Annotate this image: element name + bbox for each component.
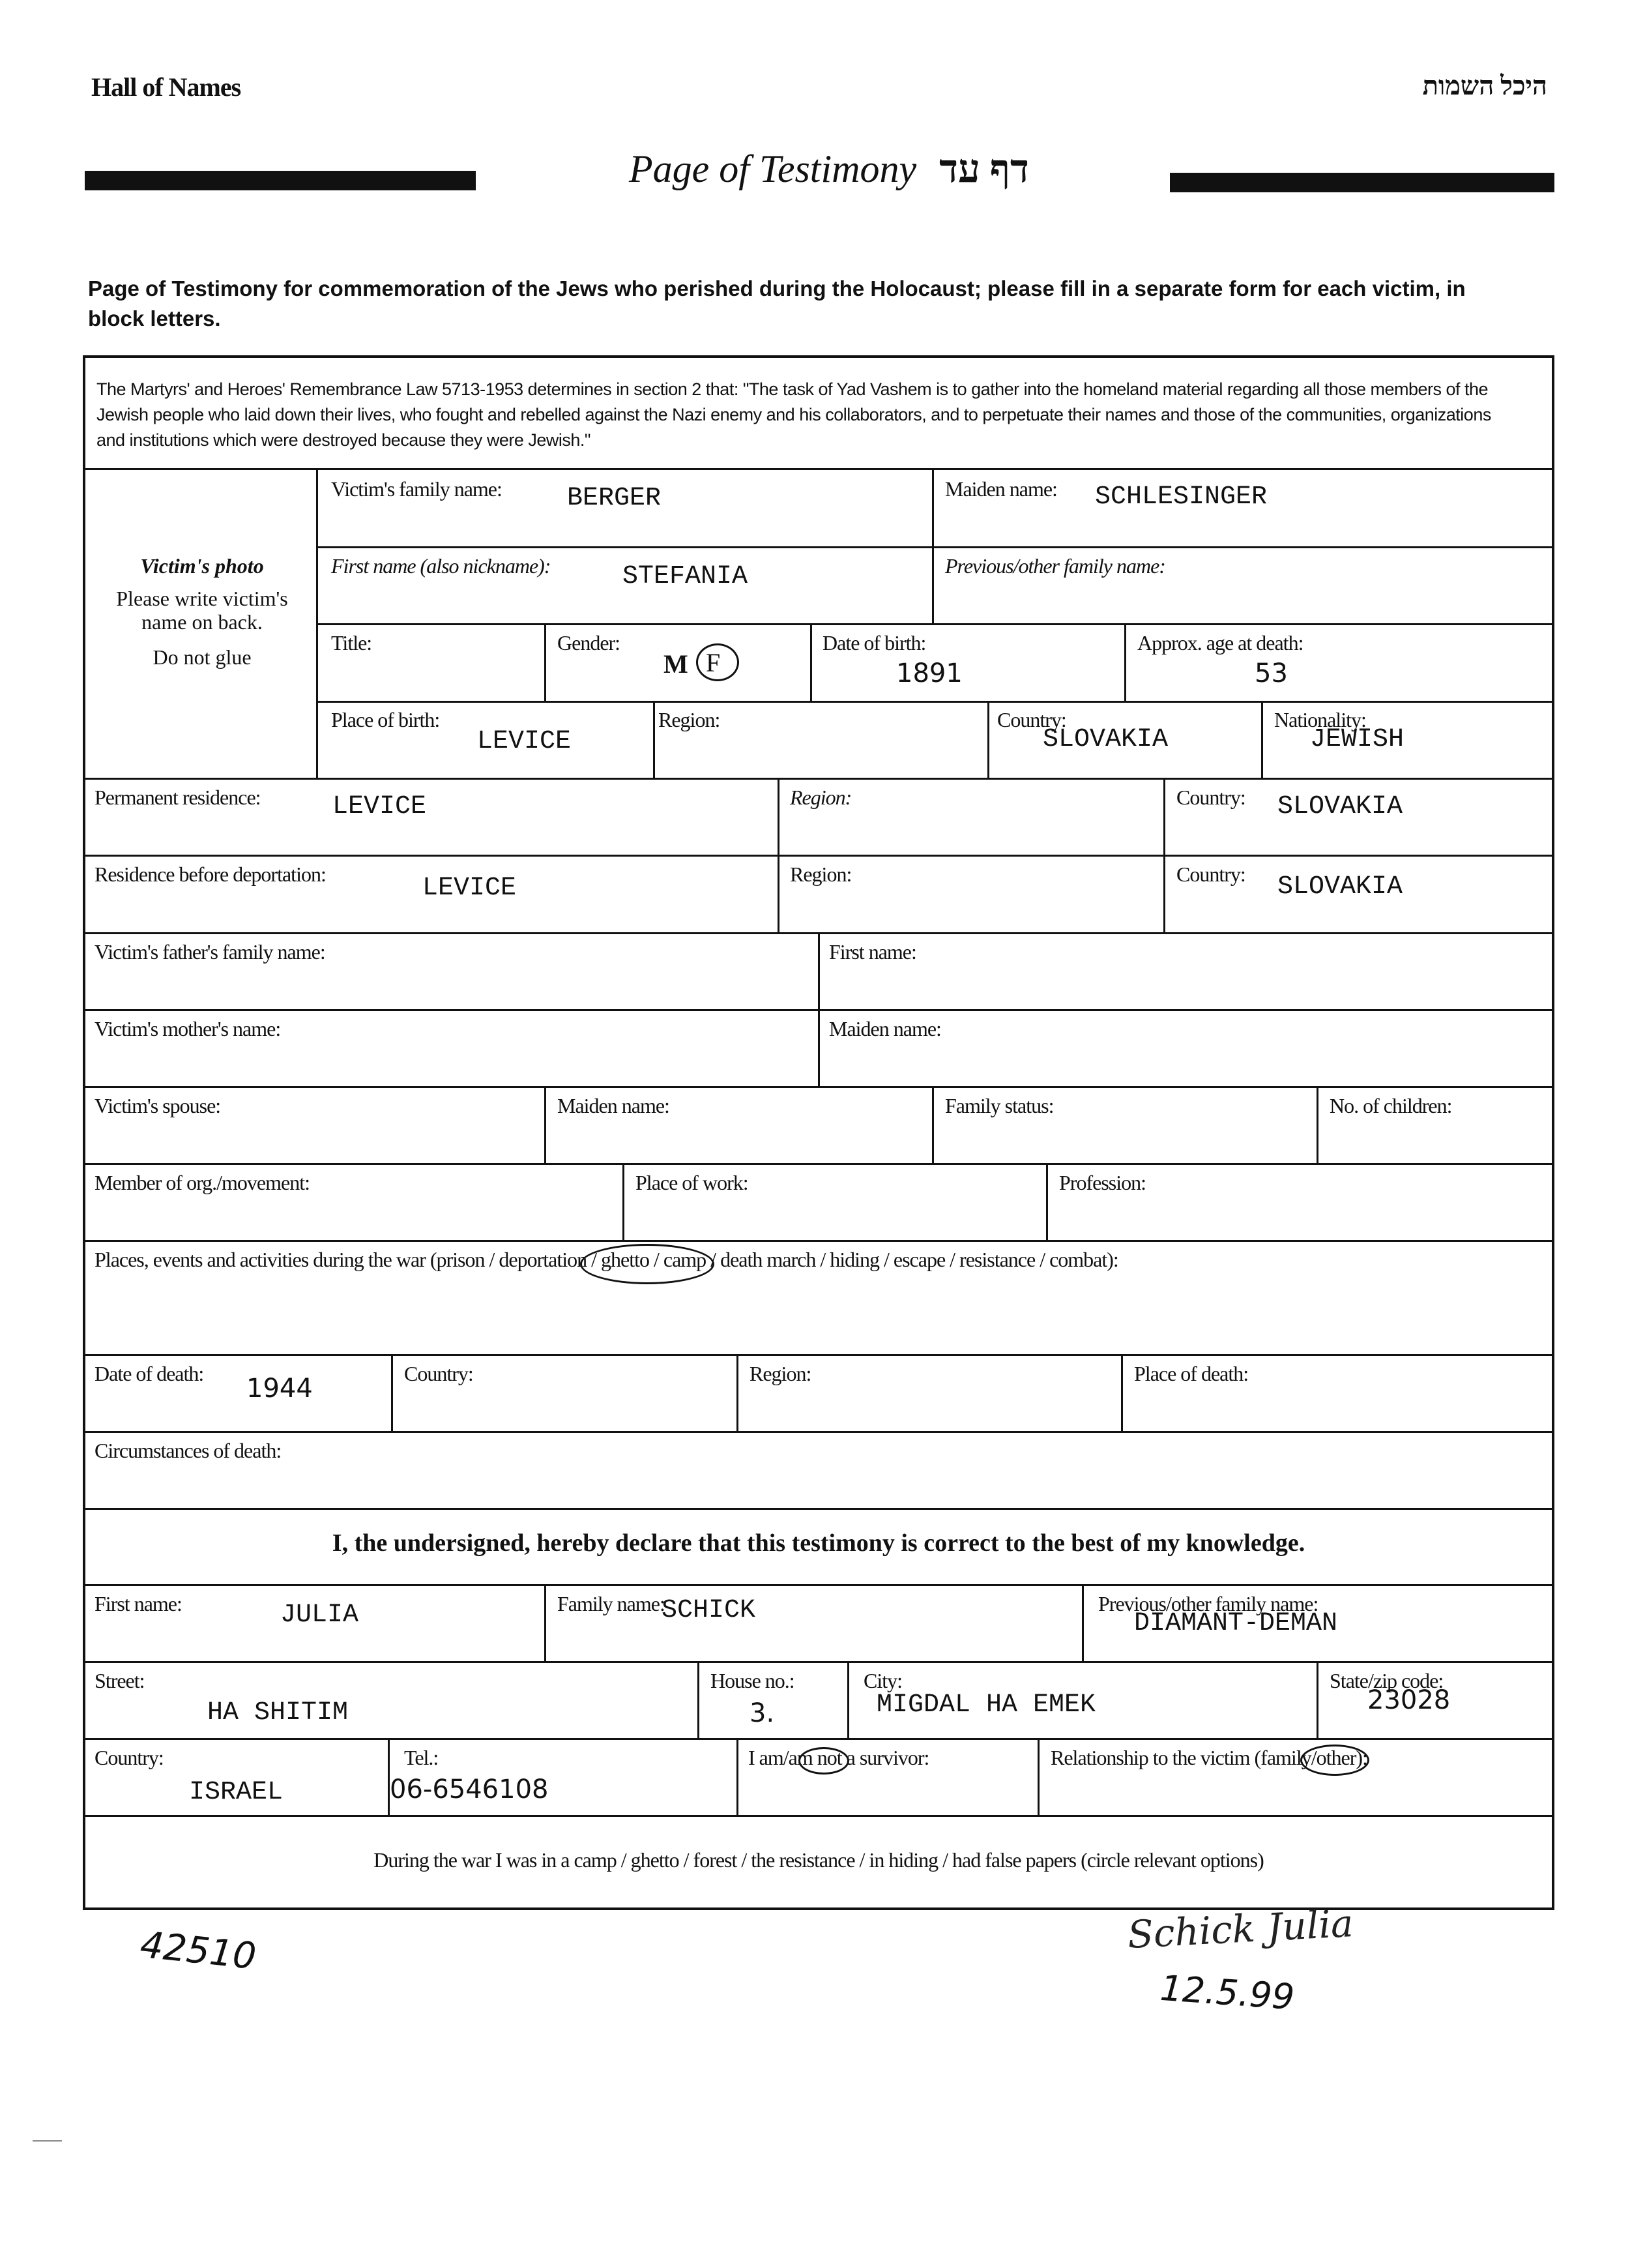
- col-divider: [932, 468, 934, 623]
- victim-date-of-death[interactable]: 1944: [246, 1374, 313, 1404]
- victim-maiden-name[interactable]: SCHLESINGER: [1095, 482, 1268, 512]
- submitter-family-name[interactable]: SCHICK: [662, 1596, 756, 1625]
- label-member-of-org: Member of org./movement:: [95, 1171, 310, 1194]
- label-maiden-name: Maiden name:: [945, 477, 1057, 501]
- label-nationality: Nationality:: [1274, 708, 1366, 731]
- redaction-bar-right: [1170, 173, 1554, 192]
- signature-date: 12.5.99: [1159, 1967, 1296, 2018]
- label-spouse: Victim's spouse:: [95, 1094, 221, 1117]
- victim-family-name[interactable]: BERGER: [567, 484, 662, 513]
- col-divider: [932, 1086, 934, 1163]
- col-divider: [1082, 1584, 1084, 1661]
- label-father-first-name: First name:: [829, 940, 916, 964]
- row-divider: [316, 546, 1554, 548]
- col-divider: [1163, 778, 1165, 932]
- label-birth-country: Country:: [997, 708, 1066, 731]
- col-divider: [736, 1738, 738, 1815]
- label-street: Street:: [95, 1669, 145, 1692]
- victim-photo-glue-note: Do not glue: [153, 645, 252, 669]
- row-divider: [83, 1163, 1554, 1165]
- row-divider: [316, 701, 1554, 703]
- label-city: City:: [864, 1669, 903, 1692]
- col-divider: [1038, 1738, 1040, 1815]
- label-mother-name: Victim's mother's name:: [95, 1017, 281, 1040]
- submitter-country[interactable]: ISRAEL: [189, 1778, 284, 1807]
- col-divider: [818, 932, 820, 1086]
- col-divider: [1121, 1354, 1123, 1431]
- col-divider: [778, 778, 779, 932]
- form-instructions: Page of Testimony for commemoration of the Jews who perished during the Holocaust; please fill in a separate form for each victim, in block letters.: [88, 276, 1466, 331]
- row-divider: [83, 855, 1554, 857]
- scan-mark: [33, 2140, 62, 2142]
- victim-permanent-residence[interactable]: LEVICE: [332, 792, 427, 821]
- label-permanent-residence: Permanent residence:: [95, 786, 261, 809]
- victim-birth-country[interactable]: SLOVAKIA: [1043, 725, 1169, 754]
- victim-photo-note: Please write victim's name on back.: [116, 587, 288, 634]
- label-places-events: Places, events and activities during the war (prison / deportation / ghetto / camp / death march / hiding / escape / resistance / combat):: [95, 1248, 1118, 1271]
- row-divider: [83, 468, 1554, 470]
- submitter-zip-code[interactable]: 23028: [1367, 1685, 1451, 1715]
- col-divider: [391, 1354, 393, 1431]
- label-place-of-birth: Place of birth:: [331, 708, 440, 731]
- deportation-circle-mark: [580, 1244, 714, 1284]
- label-res-country: Country:: [1176, 862, 1245, 886]
- label-date-of-birth: Date of birth:: [822, 631, 926, 655]
- header-hall-of-names: Hall of Names: [91, 72, 241, 102]
- label-father-family-name: Victim's father's family name:: [95, 940, 325, 964]
- victim-res-country[interactable]: SLOVAKIA: [1277, 872, 1403, 902]
- declaration-heading: I, the undersigned, hereby declare that this testimony is correct to the best of my knowledge.: [332, 1529, 1305, 1557]
- row-divider: [83, 1240, 1554, 1242]
- victim-place-of-birth[interactable]: LEVICE: [477, 727, 572, 756]
- victim-residence-before-deportation[interactable]: LEVICE: [422, 874, 517, 903]
- label-perm-country: Country:: [1176, 786, 1245, 809]
- label-place-of-death: Place of death:: [1134, 1362, 1249, 1385]
- row-divider: [83, 1661, 1554, 1663]
- row-divider: [83, 1508, 1554, 1510]
- label-date-of-death: Date of death:: [95, 1362, 204, 1385]
- label-gender: Gender:: [557, 631, 620, 655]
- label-family-name: Victim's family name:: [331, 477, 502, 501]
- col-divider: [736, 1354, 738, 1431]
- col-divider: [622, 1163, 624, 1240]
- row-divider: [83, 1584, 1554, 1586]
- label-relationship: Relationship to the victim (family/other):: [1051, 1746, 1367, 1769]
- row-divider: [83, 778, 1554, 780]
- col-divider: [1261, 701, 1263, 778]
- page-title: [629, 147, 1029, 192]
- header-hebrew-title: היכל השמות: [1422, 71, 1547, 100]
- row-divider: [83, 1354, 1554, 1356]
- row-divider: [83, 1815, 1554, 1817]
- gender-option-f[interactable]: F: [706, 648, 721, 677]
- label-submitter-country: Country:: [95, 1746, 164, 1769]
- label-mother-maiden-name: Maiden name:: [829, 1017, 941, 1040]
- handwritten-record-number: 42510: [138, 1923, 259, 1979]
- label-survivor: I am/am not a survivor:: [748, 1746, 929, 1769]
- during-war-note: During the war I was in a camp / ghetto / forest / the resistance / in hiding / had false papers (circle relevant options): [373, 1848, 1264, 1872]
- label-profession: Profession:: [1059, 1171, 1146, 1194]
- col-divider: [544, 1086, 546, 1163]
- label-residence-before-deportation: Residence before deportation:: [95, 862, 326, 886]
- col-divider: [697, 1661, 699, 1738]
- label-house-number: House no.:: [710, 1669, 794, 1692]
- label-first-name: First name (also nickname):: [331, 554, 551, 578]
- law-quote: The Martyrs' and Heroes' Remembrance Law 5713-1953 determines in section 2 that: "The task of Yad Vashem is to gather into the homeland material regarding all those members of the Jewish people who laid down their lives, who fought and rebelled against the Nazi enemy and his collaborators, and to perpetuate their names and those of the communities, organizations and institutions which were destroyed because they were Jewish.": [96, 379, 1491, 450]
- label-res-region: Region:: [790, 862, 852, 886]
- label-perm-region: Region:: [790, 786, 852, 809]
- col-divider: [1124, 623, 1126, 701]
- victim-photo-area: [91, 554, 313, 669]
- label-age-at-death: Approx. age at death:: [1137, 631, 1303, 655]
- submitter-first-name[interactable]: JULIA: [280, 1600, 359, 1630]
- label-death-country: Country:: [404, 1362, 473, 1385]
- label-zip-code: State/zip code:: [1330, 1669, 1444, 1692]
- gender-option-m[interactable]: M: [663, 649, 688, 679]
- col-divider: [810, 623, 812, 701]
- label-spouse-maiden-name: Maiden name:: [557, 1094, 669, 1117]
- label-circumstances-of-death: Circumstances of death:: [95, 1439, 282, 1462]
- label-place-of-work: Place of work:: [635, 1171, 748, 1194]
- label-previous-family-name: Previous/other family name:: [945, 554, 1165, 578]
- survivor-circle-mark: [798, 1747, 849, 1775]
- page-title-hebrew: דף עד: [939, 147, 1029, 190]
- col-divider: [1046, 1163, 1048, 1240]
- col-divider: [1317, 1086, 1318, 1163]
- label-family-status: Family status:: [945, 1094, 1054, 1117]
- victim-first-name[interactable]: STEFANIA: [622, 562, 748, 591]
- submitter-telephone[interactable]: 06-6546108: [390, 1775, 549, 1804]
- victim-perm-country[interactable]: SLOVAKIA: [1277, 792, 1403, 821]
- redaction-bar-left: [85, 171, 476, 190]
- row-divider: [316, 623, 1554, 625]
- label-telephone: Tel.:: [404, 1746, 439, 1769]
- col-divider: [316, 468, 318, 778]
- row-divider: [83, 1738, 1554, 1740]
- col-divider: [847, 1661, 849, 1738]
- row-divider: [83, 1086, 1554, 1088]
- label-submitter-previous-name: Previous/other family name:: [1098, 1592, 1318, 1615]
- label-number-of-children: No. of children:: [1330, 1094, 1452, 1117]
- page-title-english: Page of Testimony: [629, 147, 917, 190]
- col-divider: [544, 1584, 546, 1661]
- victim-age-at-death[interactable]: 53: [1255, 658, 1288, 688]
- col-divider: [987, 701, 989, 778]
- label-birth-region: Region:: [658, 708, 720, 731]
- col-divider: [653, 701, 655, 778]
- submitter-previous-name[interactable]: DIAMANT-DEMAN: [1134, 1609, 1338, 1638]
- victim-photo-title: Victim's photo: [140, 554, 264, 578]
- label-submitter-first-name: First name:: [95, 1592, 182, 1615]
- submitter-house-number[interactable]: 3.: [750, 1698, 775, 1728]
- label-submitter-family-name: Family name:: [557, 1592, 665, 1615]
- label-death-region: Region:: [750, 1362, 811, 1385]
- victim-date-of-birth[interactable]: 1891: [896, 658, 963, 688]
- family-circle-mark: [1300, 1745, 1369, 1776]
- col-divider: [1317, 1661, 1318, 1738]
- victim-nationality[interactable]: JEWISH: [1310, 725, 1405, 754]
- submitter-signature: Schick Julia: [1126, 1900, 1355, 1958]
- row-divider: [83, 1431, 1554, 1433]
- label-title: Title:: [331, 631, 372, 655]
- submitter-city[interactable]: MIGDAL HA EMEK: [877, 1690, 1096, 1720]
- col-divider: [544, 623, 546, 701]
- submitter-street[interactable]: HA SHITIM: [207, 1698, 349, 1728]
